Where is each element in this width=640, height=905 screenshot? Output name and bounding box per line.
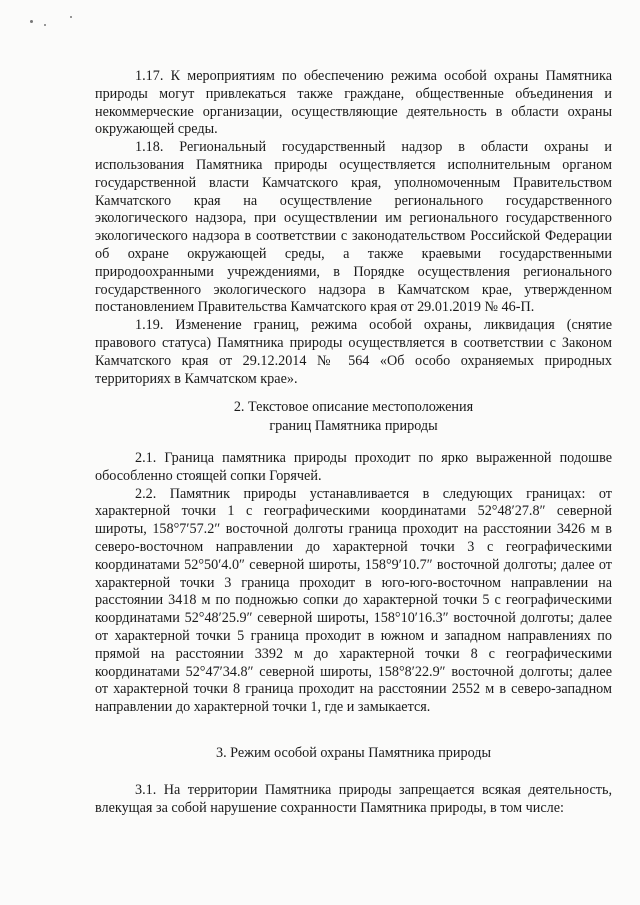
paragraph-2-2: 2.2. Памятник природы устанавливается в следующих границах: от характерной точки 1 с географическими координатами 52°48′27.8″ северной широты, 158°7′57.2″ восточной долготы граница проходит на расстоянии 3426 м в северо-восточном направлении до характерной точки 3 с географическими координатами 52°50′4.0″ северной широты, 158°9′10.7″ восточной долготы; далее от характерной точки 3 граница проходит в юго-юго-восточном направлении на расстоянии 3418 м по подножью сопки до характерной точки 5 с географическими координатами 52°48′25.9″ северной широты, 158°10′16.3″ восточной долготы; далее от характерной точки 5 граница проходит в южном и западном направлениях по прямой на расстоянии 3392 м до характерной точки 8 с географическими координатами 52°47′34.8″ северной широты, 158°8′22.9″ восточной долготы; далее от характерной точки 8 граница проходит на расстоянии 2552 м в северо-западном направлении до характерной точки 1, где и замыкается. [95, 485, 612, 716]
scan-speck [70, 16, 72, 18]
section-2-heading-line1: 2. Текстовое описание местоположения [233, 399, 474, 415]
section2-body [95, 450, 612, 717]
section-2-heading [95, 398, 612, 436]
paragraph-1-18: 1.18. Региональный государственный надзор в области охраны и использования Памятника природы осуществляется исполнительным органом государственной власти Камчатского края, уполномоченным Правительством Камчатского края на осуществление регионального государственного экологического надзора, при осуществлении им регионального государственного экологического надзора в соответствии с законодательством Российской Федерации об охране окружающей среды, а также краевыми государственными природоохранными учреждениями, в Порядке осуществления регионального государственного экологического надзора в Камчатском крае, утвержденном постановлением Правительства Камчатского края от 29.01.2019 № 46-П. [95, 139, 612, 316]
paragraph-2-1: 2.1. Граница памятника природы проходит по ярко выраженной подошве обособленно стоящей сопки Горячей. [95, 450, 612, 484]
section3-body [95, 782, 612, 818]
section-2-heading-line2: границ Памятника природы [269, 418, 438, 434]
paragraph-1-19: 1.19. Изменение границ, режима особой охраны, ликвидация (снятие правового статуса) Памятника природы осуществляется в соответствии с Законом Камчатского края от 29.12.2014 № 564 «Об особо охраняемых природных территориях в Камчатском крае». [95, 317, 612, 387]
section-3-heading-text: 3. Режим особой охраны Памятника природы [215, 745, 492, 761]
section-3-heading [95, 744, 612, 763]
scan-speck [30, 20, 33, 23]
paragraph-1-17: 1.17. К мероприятиям по обеспечению режима особой охраны Памятника природы могут привлекаться также граждане, общественные объединения и некоммерческие организации, осуществляющие деятельность в области охраны окружающей среды. [95, 68, 612, 138]
paragraph-3-1: 3.1. На территории Памятника природы запрещается всякая деятельность, влекущая за собой нарушение сохранности Памятника природы, в том числе: [95, 782, 612, 816]
scan-speck [44, 24, 46, 26]
section1-body [95, 68, 612, 388]
